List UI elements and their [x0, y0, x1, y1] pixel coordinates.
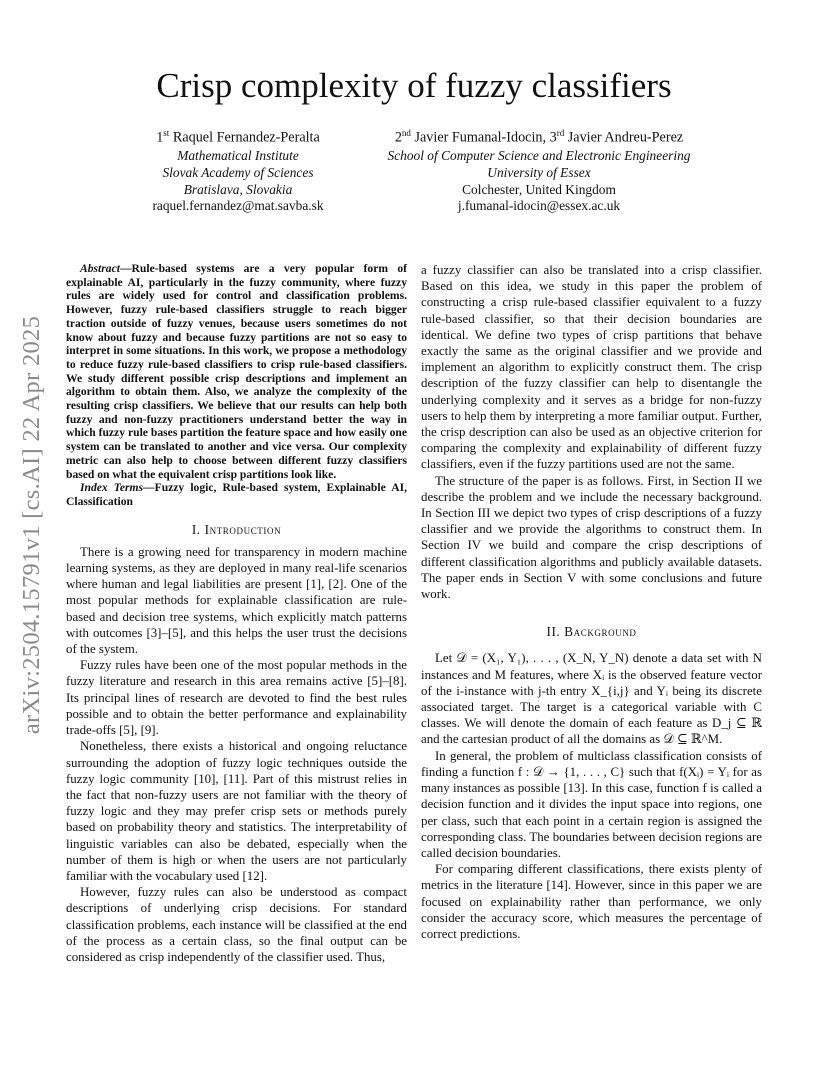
author-email: j.fumanal-idocin@essex.ac.uk — [457, 198, 621, 214]
author-organization: University of Essex — [487, 164, 591, 180]
abstract-text: Rule-based systems are a very popular form of explainable AI, particularly in the fuzzy community, where fuzzy rules are widely used for control and classification problems. However, fuzzy rule-based classifiers struggle to reach bigger traction outside of fuzzy venues, because users sometimes do not know about fuzzy and because fuzzy partitions are not so easy to interpret in some situations. In this work, we propose a methodology to reduce fuzzy rule-based classifiers to crisp rule-based classifiers. We study different possible crisp descriptions and implement an algorithm to obtain them. Also, we analyze the complexity of the resulting crisp classifiers. We believe that our results can help both fuzzy and non-fuzzy practitioners understand better the way in which fuzzy rule bases partition the feature space and how easily one system can be translated to another and vice versa. Our complexity metric can also help to choose between different fuzzy classifiers based on what the equivalent crisp partitions look like. — [66, 262, 407, 481]
intro-paragraph-continued: a fuzzy classifier can also be translated into a crisp classifier. Based on this idea, we study in this paper the problem of constructing a crisp rule-based classifier equivalent to a fuzzy rule-based classifier, so that their decision boundaries are identical. We define two types of crisp partitions that behave exactly the same as the original classifier and we provide and implement an algorithm to explicitly construct them. The crisp description of the fuzzy classifier can help to disentangle the underlying complexity and it serves as a bridge for non-fuzzy users to help them by interpreting a more familiar output. Further, the crisp description can also be used as an objective criterion for comparing the complexity and explainability of different fuzzy classifiers, even if the fuzzy partitions used are not the same. — [421, 263, 762, 472]
background-paragraph: Let 𝒟 = (X₁, Y₁), . . . , (X_N, Y_N) denote a data set with N instances and M features, where Xᵢ is the observed feature vector of the i-instance with j-th entry X_{i,j} and Yᵢ being its discrete associated target. The target is a categorical variable with C classes. We will denote the domain of each feature as D_j ⊆ ℝ and the cartesian product of all the domains as 𝒟 ⊆ ℝ^M. — [421, 651, 762, 747]
author-organization: Slovak Academy of Sciences — [162, 164, 314, 180]
section-heading-background: II. Background — [546, 624, 637, 640]
arxiv-identifier: arXiv:2504.15791v1 [cs.AI] 22 Apr 2025 — [18, 315, 46, 735]
background-paragraph: In general, the problem of multiclass classification consists of finding a function f : 𝒟 → {1, . . . , C} such that f(Xᵢ) = Yᵢ for as many instances as possible [13]. In this case, function f is called a decision function and it divides the input space into regions, one per class, such that each point in a certain region is assigned the corresponding class. The boundaries between decision regions are called decision boundaries. — [421, 748, 762, 860]
author-location: Bratislava, Slovakia — [183, 181, 293, 197]
paper-title: Crisp complexity of fuzzy classifiers — [156, 66, 672, 105]
abstract — [66, 262, 407, 481]
author-block-1 — [108, 125, 368, 215]
author-location: Colchester, United Kingdom — [462, 181, 616, 197]
author-name: 1st Raquel Fernandez-Peralta — [156, 128, 320, 146]
background-paragraph: For comparing different classifications, there exists plenty of metrics in the literature [14]. However, since in this paper we are focused on explainability rather than performance, we only consider the accuracy score, which measures the percentage of correct predictions. — [421, 862, 762, 941]
abstract-label: Abstract— — [80, 262, 132, 275]
index-terms-label: Index Terms— — [80, 481, 155, 495]
right-column — [421, 262, 762, 942]
author-department: Mathematical Institute — [177, 148, 299, 164]
arxiv-sidebar — [12, 290, 52, 760]
author-email: raquel.fernandez@mat.savba.sk — [152, 198, 324, 214]
section-heading-introduction: I. Introduction — [191, 521, 282, 537]
intro-paragraph: Fuzzy rules have been one of the most popular methods in the fuzzy literature and research in this area remains active [5]–[8]. Its principal lines of research are devoted to find the best rules possible and to obtain the better performance and explainability trade-offs [5], [9]. — [66, 658, 407, 738]
intro-paragraph: Nonetheless, there exists a historical and ongoing reluctance surrounding the adoption of fuzzy logic techniques outside the fuzzy logic community [10], [11]. Part of this mistrust relies in the fact that non-fuzzy users are not familiar with the theory of fuzzy logic and they may prefer crisp sets or methods purely based on probability theory and statistics. The interpretability of linguistic variables can also be debated, especially when the number of them is high or when the users are not particularly familiar with the vocabulary used [12]. — [66, 739, 407, 883]
left-column — [66, 262, 407, 965]
author-names: 2nd Javier Fumanal-Idocin, 3rd Javier Andreu-Perez — [394, 128, 684, 146]
intro-paragraph: There is a growing need for transparency in modern machine learning systems, as they are deployed in many real-life scenarios where human and legal liabilities are present [1], [2]. One of the most popular methods for explainable classification are rule-based and decision tree systems, which explicitly match patterns with outcomes [3]–[5], and this helps the user trust the decisions of the system. — [66, 544, 407, 657]
author-block-2 — [360, 125, 718, 215]
index-terms-text: Fuzzy logic, Rule-based system, Explainable AI, Classification — [66, 481, 407, 508]
index-terms — [66, 481, 407, 508]
structure-paragraph: The structure of the paper is as follows. First, in Section II we describe the problem and we include the necessary background. In Section III we depict two types of crisp descriptions of a fuzzy classifier and we provide the algorithms to construct them. In Section IV we build and compare the crisp descriptions of different classification algorithms and publicly available datasets. The paper ends in Section V with some conclusions and future work. — [421, 473, 762, 602]
author-department: School of Computer Science and Electronic Engineering — [387, 148, 691, 164]
intro-paragraph: However, fuzzy rules can also be understood as compact descriptions of underlying crisp decisions. For standard classification problems, each instance will be classified at the end of the process as a certain class, so the final output can be considered as crisp independently of the classifier used. Thus, — [66, 885, 407, 964]
